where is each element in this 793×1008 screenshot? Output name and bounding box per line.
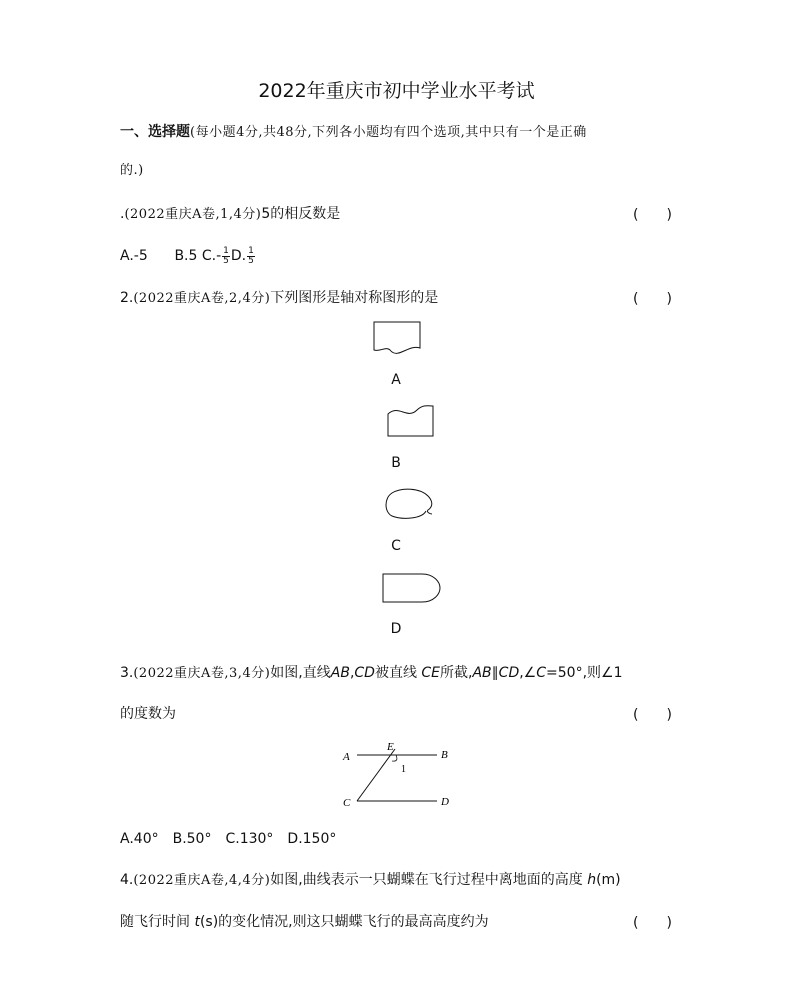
section-heading: 一、选择题	[120, 124, 190, 140]
q2-figure-b	[385, 402, 437, 442]
q3-source: (2022重庆A卷,3,4分)	[133, 666, 271, 681]
q1-fraction-d: $\frac{1}{5}$	[248, 245, 254, 266]
q3-parallel-symbol: ∥	[491, 665, 499, 681]
q1-option-b: B.5	[174, 248, 198, 264]
q4-answer-blank: ( )	[633, 915, 672, 931]
q2-answer-blank: ( )	[633, 291, 672, 307]
question-3	[120, 663, 622, 684]
q4-stem-a: 如图,曲线表示一只蝴蝶在飞行过程中离地面的高度	[270, 872, 583, 888]
point-e-label: E	[387, 741, 394, 753]
q3-stem-e: =50°,则∠1	[546, 665, 623, 681]
q4-h: h	[587, 872, 597, 888]
q2-figure-label-c: C	[391, 538, 401, 554]
q3-stem-d: ,∠	[519, 665, 537, 681]
q3-stem-a: 如图,直线	[270, 665, 331, 681]
q2-stem: 下列图形是轴对称图形的是	[270, 290, 439, 306]
q2-figure-c	[382, 486, 438, 522]
q3-answer-blank: ( )	[633, 707, 672, 723]
q3-options: A.40° B.50° C.130° D.150°	[120, 831, 337, 847]
section-heading-line	[120, 122, 587, 143]
q4-line2-a: 随飞行时间	[120, 914, 190, 930]
q4-stem-line2	[120, 912, 489, 932]
q1-stem: 5的相反数是	[261, 206, 341, 222]
point-b-label: B	[441, 749, 448, 761]
point-d-label: D	[441, 796, 449, 808]
q4-number: 4.	[120, 872, 134, 888]
q2-source: (2022重庆A卷,2,4分)	[133, 291, 271, 306]
q3-ab: AB	[330, 665, 350, 681]
q3-ab-2: AB	[472, 665, 492, 681]
q1-option-d: D. $\frac{1}{5}$	[230, 245, 254, 266]
question-4	[120, 870, 621, 891]
q3-cd: CD	[354, 665, 375, 681]
q2-figure-d	[380, 570, 444, 606]
page-title: 2022年重庆市初中学业水平考试	[258, 80, 535, 102]
section-description: (每小题4分,共48分,下列各小题均有四个选项,其中只有一个是正确	[190, 125, 587, 140]
q2-figure-label-a: A	[391, 372, 401, 388]
q1-options	[120, 246, 256, 266]
q2-figure-label-b: B	[391, 455, 401, 471]
question-1	[120, 204, 340, 225]
q2-number: 2.	[120, 290, 134, 306]
section-description-cont: 的.)	[120, 163, 144, 178]
angle-1-label: 1	[401, 764, 406, 775]
point-c-label: C	[343, 797, 351, 809]
q1-prefix: .	[120, 206, 125, 222]
q1-option-c: C.- $\frac{1}{5}$	[201, 245, 229, 266]
q2-figure-a	[370, 320, 426, 356]
q1-fraction-c: $\frac{1}{5}$	[223, 245, 229, 266]
q3-cd-2: CD	[498, 665, 520, 681]
q1-option-a: A.-5	[120, 248, 148, 264]
q1-answer-blank: ( )	[633, 207, 672, 223]
q3-ce: CE	[421, 665, 441, 681]
q4-source: (2022重庆A卷,4,4分)	[133, 873, 271, 888]
line-ce	[357, 749, 395, 801]
q3-c: C	[536, 665, 547, 681]
q3-figure	[335, 736, 465, 812]
q4-line2-b: (s)的变化情况,则这只蝴蝶飞行的最高高度约为	[199, 914, 489, 930]
angle-arc	[392, 755, 397, 761]
q3-comma: ,	[349, 665, 355, 681]
point-a-label: A	[343, 751, 350, 763]
q2-figure-label-d: D	[390, 621, 402, 637]
q3-number: 3.	[120, 665, 134, 681]
q4-stem-b: (m)	[596, 872, 621, 888]
question-2	[120, 288, 438, 309]
q3-stem-b: 被直线	[374, 665, 417, 681]
q4-t: t	[194, 914, 200, 930]
q1-source: (2022重庆A卷,1,4分)	[124, 207, 262, 222]
q3-stem-c: 所截,	[440, 665, 473, 681]
q3-stem-line2: 的度数为	[120, 706, 176, 722]
